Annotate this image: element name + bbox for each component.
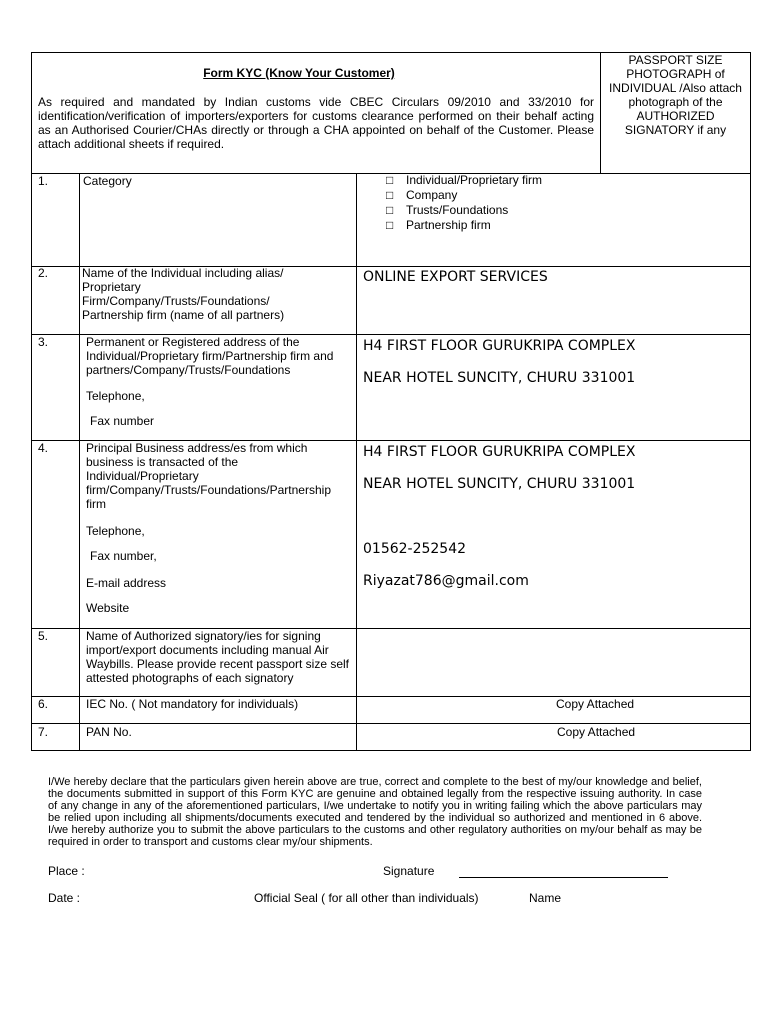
business-address-line1[interactable]: H4 FIRST FLOOR GURUKRIPA COMPLEX [363,444,636,460]
signature-label: Signature [383,864,435,878]
telephone-value[interactable]: 01562-252542 [363,541,467,557]
fax-label: Fax number [90,414,155,428]
option-label: Individual/Proprietary firm [406,173,543,187]
date-label: Date : [48,891,81,905]
declaration-text: I/We hereby declare that the particulars given herein above are true, correct and complete to the best of my/our knowledge and belief, the documents submitted in support of this Form KYC are genuine and obtained legally from the respective issuing authority. In case of any change in any of the aforementioned particulars, I/we undertake to notify you in writing failing which the above particulars may be relied upon including all shipments/documents executed and tendered by the individual so authorized and mentioned in 6 above. I/we hereby authorize you to submit the above particulars to the customs and other regulatory authorities on my/our behalf as may be required in order to transport and customs clear my/our shipments. [48,776,702,848]
category-option[interactable] [386,173,542,188]
telephone-label: Telephone, [86,389,145,403]
iec-value[interactable]: Copy Attached [556,697,635,711]
email-value[interactable]: Riyazat786@gmail.com [363,573,529,589]
checkbox-icon[interactable]: □ [386,173,394,187]
business-address-label: Principal Business address/es from which business is transacted of the Individual/Proprietary firm/Company/Trusts/Foundations/Partnership firm [86,441,331,511]
option-label: Company [406,188,458,202]
name-label: Name of the Individual including alias/ Proprietary Firm/Company/Trusts/Foundations/ Partnership firm (name of all partners) [82,266,285,322]
checkbox-icon[interactable]: □ [386,203,394,217]
registered-address-label: Permanent or Registered address of the Individual/Proprietary firm/Partnership firm and partners/Company/Trusts/Foundations [86,335,334,377]
business-address-line2[interactable]: NEAR HOTEL SUNCITY, CHURU 331001 [363,476,636,492]
col-divider-2 [356,173,357,750]
row-number: 3. [38,335,49,349]
intro-text: As required and mandated by Indian customs vide CBEC Circulars 09/2010 and 33/2010 for identification/verification of importers/exporters for customs clearance performed on their behalf acting as an Authorised Courier/CHAs directly or through a CHA appointed on behalf of the Customer. Please attach additional sheets if required. [38,95,594,151]
row-line [31,723,751,724]
place-label: Place : [48,864,85,878]
row-number: 7. [38,725,49,739]
registered-address-line1[interactable]: H4 FIRST FLOOR GURUKRIPA COMPLEX [363,338,636,354]
website-label: Website [86,601,130,615]
row-number: 5. [38,629,49,643]
fax-label: Fax number, [90,549,157,563]
name-value[interactable]: ONLINE EXPORT SERVICES [363,269,548,285]
checkbox-icon[interactable]: □ [386,218,394,232]
category-option[interactable] [386,203,542,218]
official-seal-label: Official Seal ( for all other than individuals) [254,891,479,905]
option-label: Trusts/Foundations [406,203,509,217]
category-option[interactable] [386,218,542,233]
category-options [386,173,542,233]
email-label: E-mail address [86,576,167,590]
name-footer-label: Name [529,891,562,905]
pan-label: PAN No. [86,725,132,739]
pan-value[interactable]: Copy Attached [557,725,636,739]
signature-line[interactable] [459,877,668,878]
signatory-label: Name of Authorized signatory/ies for signing import/export documents including manual Air Waybills. Please provide recent passport size self attested photographs of each signatory [86,629,350,685]
telephone-label: Telephone, [86,524,145,538]
col-divider-1 [79,173,80,750]
row-number: 6. [38,697,49,711]
option-label: Partnership firm [406,218,491,232]
category-option[interactable] [386,188,542,203]
form-title: Form KYC (Know Your Customer) [203,66,395,80]
category-label: Category [83,174,132,188]
checkbox-icon[interactable]: □ [386,188,394,202]
row-number: 4. [38,441,49,455]
iec-label: IEC No. ( Not mandatory for individuals) [86,697,299,711]
row-number: 2. [38,266,49,280]
row-number: 1. [38,174,49,188]
registered-address-line2[interactable]: NEAR HOTEL SUNCITY, CHURU 331001 [363,370,636,386]
photo-placeholder-note: PASSPORT SIZE PHOTOGRAPH of INDIVIDUAL /Also attach photograph of the AUTHORIZED SIGNATORY if any [609,53,742,137]
